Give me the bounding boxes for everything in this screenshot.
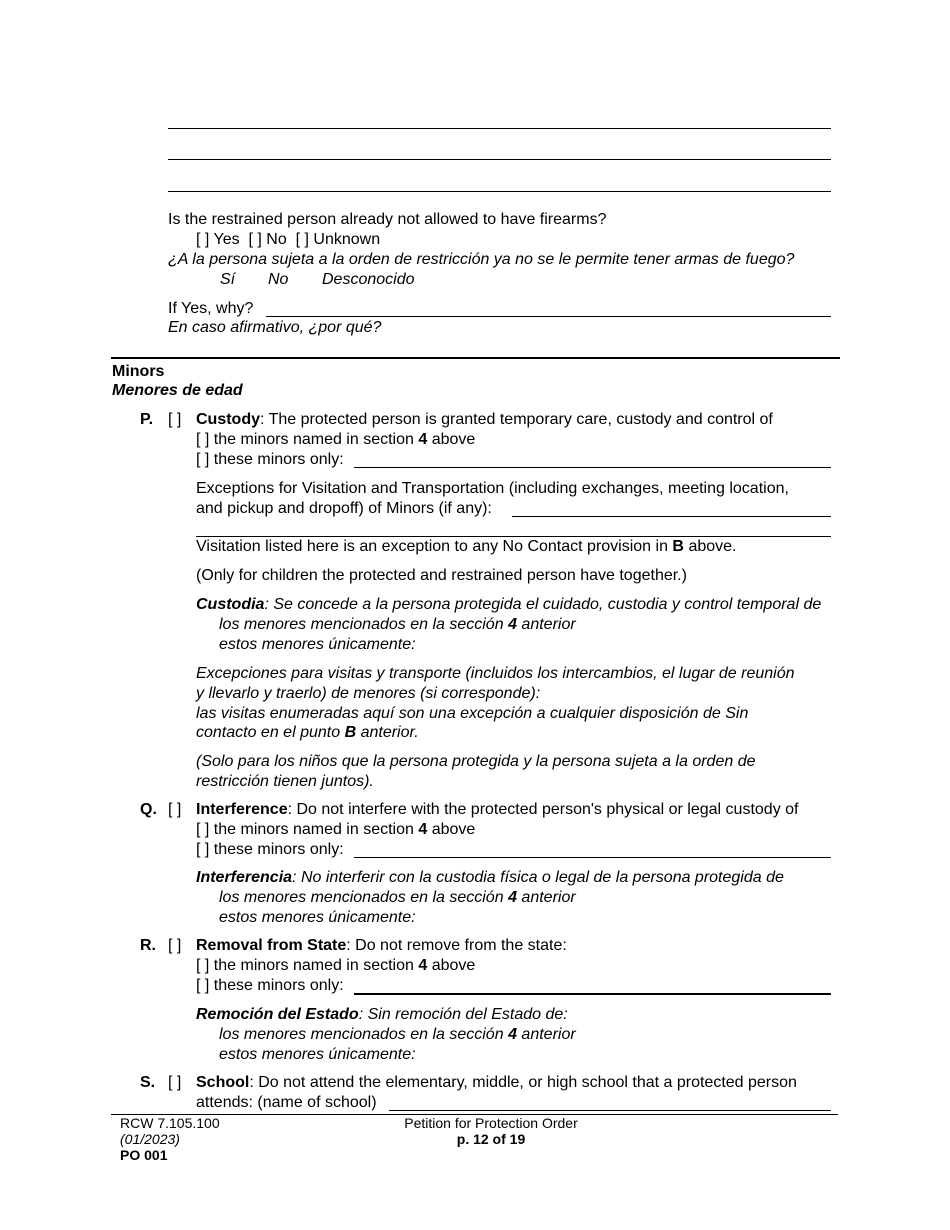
label: above xyxy=(431,957,476,974)
q-named-es xyxy=(219,888,576,908)
checkbox[interactable]: [ ] xyxy=(196,957,210,974)
item-q-text xyxy=(196,800,798,820)
p-exceptions-line2: and pickup and dropoff) of Minors (if any): xyxy=(196,500,492,517)
answer-line-2[interactable] xyxy=(168,159,831,160)
p-these-es: estos menores únicamente: xyxy=(219,636,416,653)
q-these-field[interactable] xyxy=(354,857,831,858)
p-option-named[interactable] xyxy=(196,430,475,450)
text: : Se concede a la persona protegida el cuidado, custodia y control temporal de xyxy=(264,596,822,613)
item-r-checkbox[interactable]: [ ] xyxy=(168,937,182,954)
text: above. xyxy=(688,538,737,555)
item-q-checkbox[interactable]: [ ] xyxy=(168,801,182,818)
text: anterior. xyxy=(360,724,419,741)
label: the minors named in section xyxy=(213,957,414,974)
footer-rcw: RCW 7.105.100 xyxy=(120,1115,220,1131)
item-r-desc: : Do not remove from the state: xyxy=(346,937,567,954)
label: the minors named in section xyxy=(213,431,414,448)
firearms-opt-si: Sí xyxy=(220,271,236,288)
text: los menores mencionados en la sección xyxy=(219,1026,504,1043)
item-s-title: School xyxy=(196,1074,250,1091)
answer-line-1[interactable] xyxy=(168,128,831,129)
section-ref: 4 xyxy=(418,431,428,448)
item-r-letter: R. xyxy=(140,937,156,954)
item-s-text xyxy=(196,1073,797,1093)
text: contacto en el punto xyxy=(196,724,341,741)
item-p-title: Custody xyxy=(196,411,260,428)
item-r-title: Removal from State xyxy=(196,937,347,954)
item-p-text xyxy=(196,410,773,430)
footer-page: p. 12 of 19 xyxy=(456,1131,526,1147)
label: these minors only: xyxy=(213,977,344,994)
firearms-opt-desconocido: Desconocido xyxy=(322,271,415,288)
item-q-letter: Q. xyxy=(140,801,157,818)
text: : No interferir con la custodia física o legal de la persona protegida de xyxy=(292,869,784,886)
item-p-letter: P. xyxy=(140,411,154,428)
r-option-named[interactable] xyxy=(196,956,475,976)
firearms-opt-no: No xyxy=(268,271,289,288)
label: these minors only: xyxy=(213,451,344,468)
checkbox[interactable]: [ ] xyxy=(196,977,210,994)
text: : Sin remoción del Estado de: xyxy=(358,1006,568,1023)
p-custodia-es xyxy=(196,595,821,615)
item-q-title: Interference xyxy=(196,801,288,818)
title: Remoción del Estado xyxy=(196,1006,359,1023)
q-option-named[interactable] xyxy=(196,820,475,840)
item-s-letter: S. xyxy=(140,1074,156,1091)
p-only-es-2: restricción tienen juntos). xyxy=(196,773,374,790)
p-only-es-1: (Solo para los niños que la persona protegida y la persona sujeta a la orden de xyxy=(196,753,756,770)
section-ref: 4 xyxy=(418,821,428,838)
answer-line-3[interactable] xyxy=(168,191,831,192)
p-option-these[interactable] xyxy=(196,450,344,470)
item-r-text xyxy=(196,936,567,956)
checkbox[interactable]: [ ] xyxy=(196,821,210,838)
item-p-desc: : The protected person is granted temporary care, custody and control of xyxy=(260,411,773,428)
r-these-es: estos menores únicamente: xyxy=(219,1046,416,1063)
if-yes-label: If Yes, why? xyxy=(168,300,254,317)
firearms-options[interactable]: [ ] Yes [ ] No [ ] Unknown xyxy=(196,231,381,248)
firearms-question-es: ¿A la persona sujeta a la orden de restricción ya no se le permite tener armas de fuego? xyxy=(168,251,795,268)
p-exceptions-line1: Exceptions for Visitation and Transportation (including exchanges, meeting location, xyxy=(196,480,789,497)
section-ref: 4 xyxy=(508,1026,517,1043)
title: Interferencia xyxy=(196,869,293,886)
r-named-es xyxy=(219,1025,576,1045)
text: los menores mencionados en la sección xyxy=(219,889,504,906)
p-only-children: (Only for children the protected and restrained person have together.) xyxy=(196,567,687,584)
section-divider xyxy=(111,357,840,359)
r-option-these[interactable] xyxy=(196,976,344,996)
footer-title: Petition for Protection Order xyxy=(404,1115,578,1131)
q-option-these[interactable] xyxy=(196,840,344,860)
ref: B xyxy=(672,538,684,555)
checkbox[interactable]: [ ] xyxy=(196,451,210,468)
p-visit-es-2 xyxy=(196,723,419,743)
section-ref: 4 xyxy=(418,957,428,974)
if-yes-label-es: En caso afirmativo, ¿por qué? xyxy=(168,319,382,336)
checkbox[interactable]: [ ] xyxy=(196,841,210,858)
text: Visitation listed here is an exception to any No Contact provision in xyxy=(196,538,668,555)
section-ref: 4 xyxy=(508,889,517,906)
label: above xyxy=(431,821,476,838)
text: anterior xyxy=(521,1026,576,1043)
item-p-checkbox[interactable]: [ ] xyxy=(168,411,182,428)
title: Custodia xyxy=(196,596,265,613)
p-exceptions-es-1: Excepciones para visitas y transporte (incluidos los intercambios, el lugar de reunión xyxy=(196,665,795,682)
section-heading-es: Menores de edad xyxy=(112,382,243,399)
item-s-desc: : Do not attend the elementary, middle, or high school that a protected person xyxy=(249,1074,797,1091)
item-s-text-2: attends: (name of school) xyxy=(196,1094,377,1111)
p-exceptions-field[interactable] xyxy=(512,516,831,517)
item-q-desc: : Do not interfere with the protected person's physical or legal custody of xyxy=(287,801,799,818)
firearms-question: Is the restrained person already not allowed to have firearms? xyxy=(168,211,607,228)
section-heading: Minors xyxy=(112,363,165,380)
s-school-field[interactable] xyxy=(389,1110,831,1111)
ref: B xyxy=(344,724,357,741)
r-remocion-es xyxy=(196,1005,568,1025)
text: anterior xyxy=(521,616,576,633)
q-interferencia-es xyxy=(196,868,784,888)
r-these-field[interactable] xyxy=(354,993,831,995)
p-visitation-note xyxy=(196,537,736,557)
item-s-checkbox[interactable]: [ ] xyxy=(168,1074,182,1091)
label: these minors only: xyxy=(213,841,344,858)
checkbox[interactable]: [ ] xyxy=(196,431,210,448)
text: anterior xyxy=(521,889,576,906)
if-yes-field[interactable] xyxy=(266,316,831,317)
p-exceptions-es-2: y llevarlo y traerlo) de menores (si corresponde): xyxy=(196,685,541,702)
footer-date: (01/2023) xyxy=(120,1131,180,1147)
p-named-es xyxy=(219,615,576,635)
p-visit-es-1: las visitas enumeradas aquí son una excepción a cualquier disposición de Sin xyxy=(196,705,749,722)
section-ref: 4 xyxy=(508,616,517,633)
q-these-es: estos menores únicamente: xyxy=(219,909,416,926)
p-these-field[interactable] xyxy=(354,467,831,468)
label: the minors named in section xyxy=(213,821,414,838)
label: above xyxy=(431,431,476,448)
text: los menores mencionados en la sección xyxy=(219,616,504,633)
footer-form-number: PO 001 xyxy=(120,1147,168,1163)
